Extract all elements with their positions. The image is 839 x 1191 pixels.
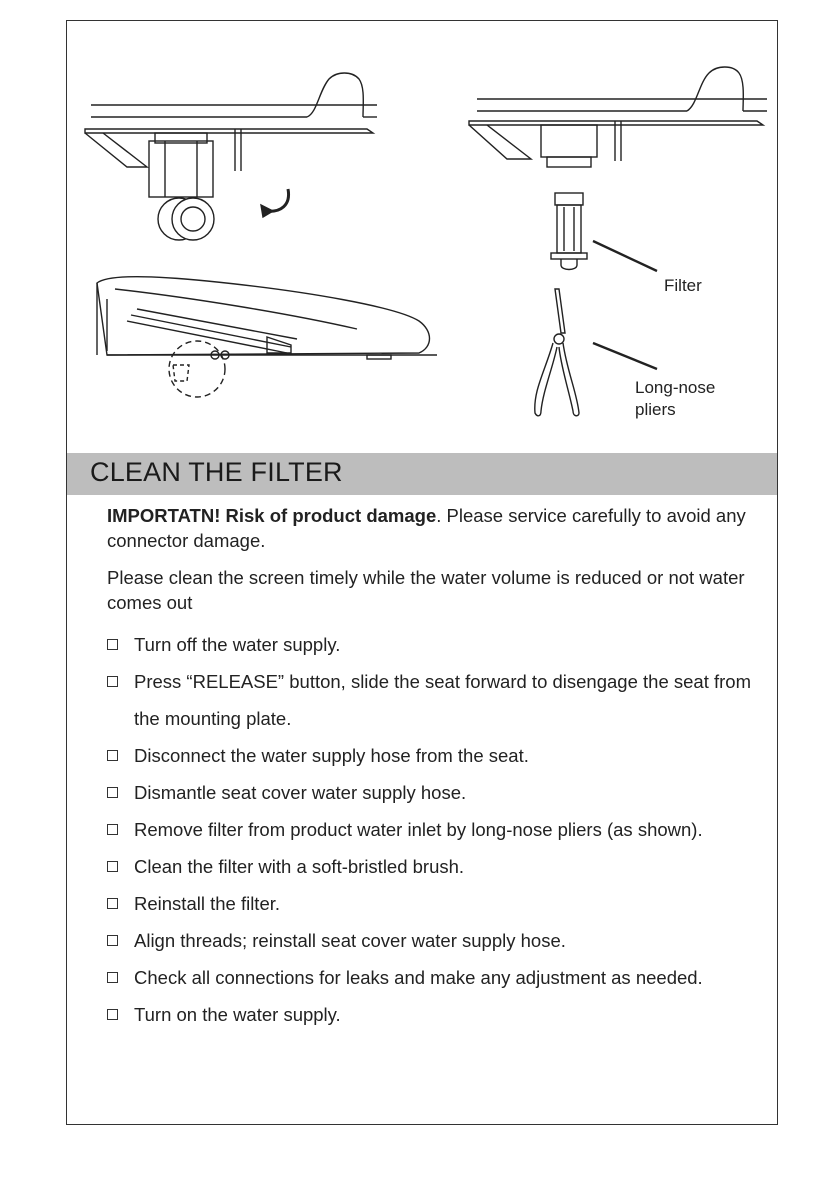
checkbox-icon [107, 639, 118, 650]
checkbox-icon [107, 861, 118, 872]
checkbox-icon [107, 1009, 118, 1020]
page-frame [66, 20, 778, 1125]
step-item [105, 737, 765, 774]
filter-housing-illustration [469, 67, 767, 167]
step-text: Turn off the water supply. [134, 634, 341, 655]
checkbox-icon [107, 750, 118, 761]
step-text: Clean the filter with a soft-bristled brush. [134, 856, 465, 877]
step-item [105, 848, 765, 885]
checkbox-icon [107, 787, 118, 798]
section-title: CLEAN THE FILTER [90, 457, 343, 487]
step-text: Turn on the water supply. [134, 1004, 341, 1025]
step-item [105, 663, 765, 737]
checkbox-icon [107, 824, 118, 835]
warning-rest-text: . Please service carefully to avoid any connector damage. [107, 505, 746, 551]
step-text: Disconnect the water supply hose from the seat. [134, 745, 529, 766]
pliers-label-line-2: pliers [635, 400, 676, 419]
warning-bold-text: IMPORTATN! Risk of product damage [107, 505, 437, 526]
step-item [105, 774, 765, 811]
step-item [105, 626, 765, 663]
important-warning [107, 503, 747, 553]
step-item [105, 996, 765, 1033]
step-item [105, 811, 765, 848]
step-item [105, 885, 765, 922]
step-text: Check all connections for leaks and make any adjustment as needed. [134, 967, 703, 988]
step-text: Reinstall the filter. [134, 893, 281, 914]
step-text: Press “RELEASE” button, slide the seat forward to disengage the seat from the mounting plate. [134, 671, 751, 729]
hose-fitting-illustration [85, 73, 377, 240]
checkbox-icon [107, 972, 118, 983]
checkbox-icon [107, 898, 118, 909]
step-item [105, 959, 765, 996]
pliers-label-line-1: Long-nose [635, 378, 716, 397]
step-text: Align threads; reinstall seat cover water supply hose. [134, 930, 566, 951]
step-text: Dismantle seat cover water supply hose. [134, 782, 467, 803]
seat-side-view-illustration [97, 277, 437, 397]
filter-label: Filter [664, 276, 702, 295]
checkbox-icon [107, 935, 118, 946]
checkbox-icon [107, 676, 118, 687]
steps-list [105, 626, 765, 1033]
step-text: Remove filter from product water inlet by long-nose pliers (as shown). [134, 819, 703, 840]
cleaning-note: Please clean the screen timely while the water volume is reduced or not water comes out [107, 567, 745, 613]
filter-icon [551, 193, 657, 271]
section-header-bar [67, 453, 777, 495]
step-item [105, 922, 765, 959]
